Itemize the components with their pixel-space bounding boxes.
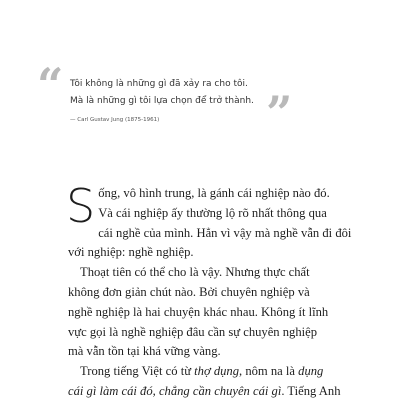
- epigraph-line-2: Mà là những gì tôi lựa chọn để trở thành.: [70, 96, 254, 106]
- text-line: với nghiệp: nghề nghiệp.: [68, 245, 194, 260]
- epigraph-attribution: — Carl Gustav Jung (1875-1961): [70, 117, 160, 123]
- text-line: ống, vô hình trung, là gánh cái nghiệp nào đó.: [98, 186, 330, 200]
- text-line: mà vẫn tồn tại khá vững vàng.: [68, 344, 221, 359]
- text-line: không đơn giản chút nào. Bởi chuyên nghiệp và: [68, 284, 310, 299]
- italic-term: thợ dụng: [194, 364, 240, 379]
- text-line: nghề nghiệp là hai chuyện khác nhau. Không ít lĩnh: [68, 304, 329, 319]
- italic-term: dụng: [298, 364, 324, 379]
- text-line: [68, 382, 384, 402]
- opening-quote-mark: “: [37, 58, 64, 112]
- closing-quote-mark: ”: [266, 86, 293, 140]
- text-line: Và cái nghiệp ấy thường lộ rõ nhất thông qua: [98, 205, 327, 220]
- italic-phrase: cái gì làm cái đó, chẳng cần chuyên cái gì: [68, 383, 282, 398]
- paragraph-1: [66, 179, 384, 263]
- text-line: cái nghề của mình. Hẳn vì vậy mà nghề vẫn đi đôi: [98, 225, 352, 240]
- paragraph-2: [68, 263, 384, 362]
- text-run: . Tiếng Anh: [281, 383, 341, 398]
- text-run: , nôm na là: [239, 364, 299, 379]
- epigraph-line-1: Tôi không là những gì đã xảy ra cho tôi.: [70, 79, 248, 89]
- text-line: vực gọi là nghề nghiệp đâu cần sự chuyên nghiệp: [68, 324, 318, 339]
- paragraph-3: [68, 362, 384, 402]
- drop-cap: S: [66, 179, 96, 233]
- body-text: [66, 179, 384, 402]
- text-line: Thoạt tiên có thể cho là vậy. Nhưng thực chất: [80, 265, 310, 280]
- text-line: [68, 362, 384, 382]
- text-run: Trong tiếng Việt có từ: [80, 364, 195, 379]
